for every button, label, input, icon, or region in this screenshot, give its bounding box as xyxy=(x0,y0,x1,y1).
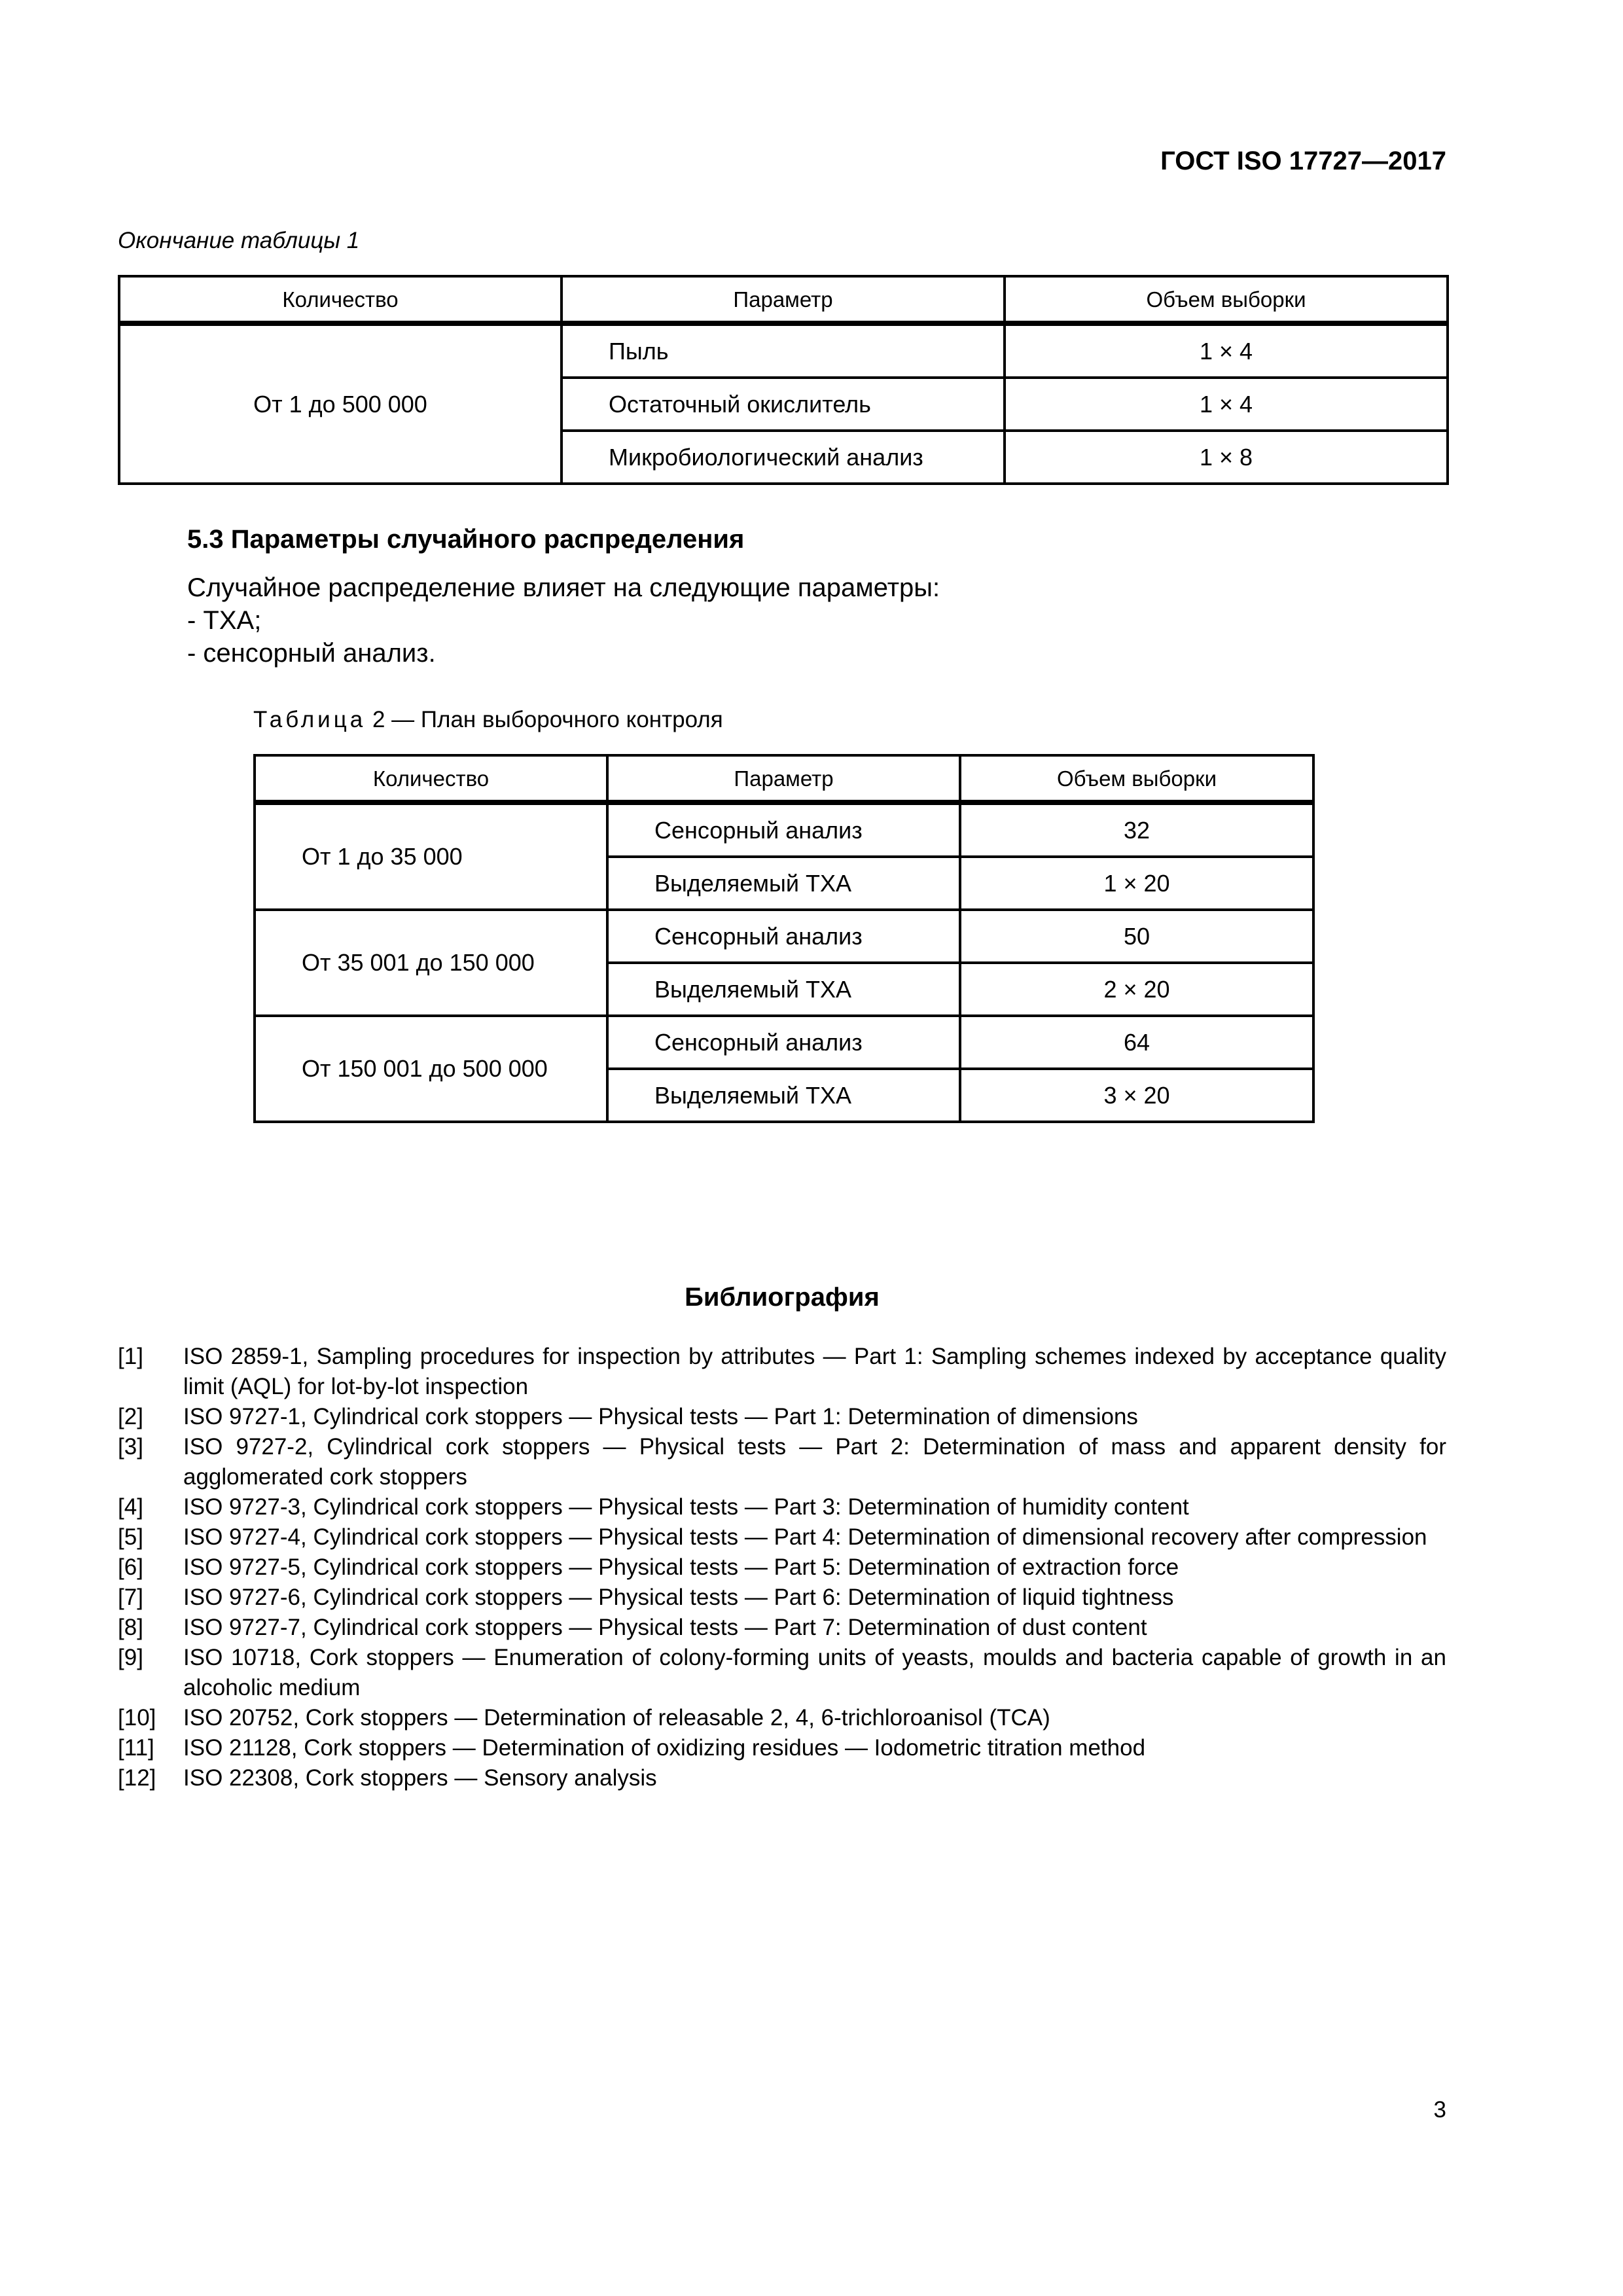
table2-sample-cell: 50 xyxy=(960,910,1313,963)
bibliography-entry-text: ISO 22308, Cork stoppers — Sensory analysis xyxy=(183,1765,657,1791)
table2-quantity-cell: От 1 до 35 000 xyxy=(255,802,607,910)
bibliography-entry-number: [1] xyxy=(118,1344,143,1369)
table2-sample-cell: 2 × 20 xyxy=(960,963,1313,1016)
document-code: ГОСТ ISO 17727—2017 xyxy=(1160,147,1446,175)
table2 xyxy=(253,754,1315,1123)
bibliography-entry-text: ISO 21128, Cork stoppers — Determination of oxidizing residues — Iodometric titration method xyxy=(183,1735,1146,1761)
table2-caption xyxy=(253,708,723,731)
section-list-item: - сенсорный анализ. xyxy=(187,639,436,668)
bibliography-entry-text: ISO 9727-3, Cylindrical cork stoppers — Physical tests — Part 3: Determination of humidity content xyxy=(183,1494,1189,1520)
table2-caption-text: 2 — План выборочного контроля xyxy=(366,707,723,732)
bibliography-entry xyxy=(118,1342,1446,1402)
bibliography-entry-number: [4] xyxy=(118,1494,143,1520)
section-list-item: - ТХА; xyxy=(187,606,262,635)
table1-quantity-cell: От 1 до 500 000 xyxy=(119,323,562,484)
table1-param-cell: Пыль xyxy=(562,323,1005,378)
table2-quantity-cell: От 35 001 до 150 000 xyxy=(255,910,607,1016)
page-number: 3 xyxy=(1433,2097,1446,2123)
table2-sample-cell: 3 × 20 xyxy=(960,1069,1313,1122)
table2-quantity-cell: От 150 001 до 500 000 xyxy=(255,1016,607,1122)
table2-param-cell: Сенсорный анализ xyxy=(607,802,960,857)
bibliography-entry xyxy=(118,1432,1446,1492)
table2-param-cell: Сенсорный анализ xyxy=(607,910,960,963)
table2-param-cell: Выделяемый ТХА xyxy=(607,857,960,910)
bibliography-entry xyxy=(118,1763,1446,1793)
table2-caption-label: Таблица xyxy=(253,707,366,732)
bibliography-entry xyxy=(118,1583,1446,1613)
table2-header-sample-size: Объем выборки xyxy=(960,755,1313,802)
table2-sample-cell: 32 xyxy=(960,802,1313,857)
table1-caption: Окончание таблицы 1 xyxy=(118,228,360,253)
bibliography-entry xyxy=(118,1402,1446,1432)
bibliography-entry-number: [7] xyxy=(118,1585,143,1610)
bibliography-entry-number: [8] xyxy=(118,1615,143,1640)
bibliography-entry-number: [12] xyxy=(118,1765,156,1791)
bibliography-entry-number: [3] xyxy=(118,1434,143,1460)
bibliography-entry xyxy=(118,1613,1446,1643)
bibliography-entry-number: [2] xyxy=(118,1404,143,1429)
table2-param-cell: Выделяемый ТХА xyxy=(607,963,960,1016)
bibliography-entry xyxy=(118,1733,1446,1763)
bibliography-entry-text: ISO 9727-4, Cylindrical cork stoppers — Physical tests — Part 4: Determination of dimensional recovery after compression xyxy=(183,1524,1427,1550)
table1-param-cell: Микробиологический анализ xyxy=(562,431,1005,484)
table2-header-parameter: Параметр xyxy=(607,755,960,802)
bibliography-entry-text: ISO 9727-5, Cylindrical cork stoppers — Physical tests — Part 5: Determination of extraction force xyxy=(183,1554,1179,1580)
table1-header-quantity: Количество xyxy=(119,276,562,323)
bibliography-entry-text: ISO 2859-1, Sampling procedures for inspection by attributes — Part 1: Sampling schemes indexed by acceptance quality limit (AQL) for lot-by-lot inspection xyxy=(183,1344,1446,1399)
bibliography-entry-number: [10] xyxy=(118,1705,156,1731)
bibliography-entry-text: ISO 9727-1, Cylindrical cork stoppers — Physical tests — Part 1: Determination of dimensions xyxy=(183,1404,1138,1429)
bibliography-entry-number: [11] xyxy=(118,1735,154,1761)
section-title: 5.3 Параметры случайного распределения xyxy=(187,525,745,554)
table2-sample-cell: 1 × 20 xyxy=(960,857,1313,910)
table1-sample-cell: 1 × 4 xyxy=(1005,378,1448,431)
table1-param-cell: Остаточный окислитель xyxy=(562,378,1005,431)
table2-param-cell: Сенсорный анализ xyxy=(607,1016,960,1069)
bibliography-title: Библиография xyxy=(685,1283,880,1312)
bibliography-entry-text: ISO 20752, Cork stoppers — Determination of releasable 2, 4, 6-trichloroanisol (TCA) xyxy=(183,1705,1050,1731)
table2-sample-cell: 64 xyxy=(960,1016,1313,1069)
table1 xyxy=(118,275,1449,485)
bibliography-entry-number: [6] xyxy=(118,1554,143,1580)
bibliography-entry-text: ISO 9727-7, Cylindrical cork stoppers — Physical tests — Part 7: Determination of dust content xyxy=(183,1615,1147,1640)
bibliography-entry-number: [9] xyxy=(118,1645,143,1670)
bibliography-entry xyxy=(118,1522,1446,1552)
bibliography-entry-text: ISO 9727-6, Cylindrical cork stoppers — Physical tests — Part 6: Determination of liquid tightness xyxy=(183,1585,1174,1610)
section-intro: Случайное распределение влияет на следующие параметры: xyxy=(187,573,940,602)
bibliography-entry xyxy=(118,1703,1446,1733)
bibliography-list xyxy=(118,1342,1446,1793)
table2-header-quantity: Количество xyxy=(255,755,607,802)
bibliography-entry xyxy=(118,1492,1446,1522)
table1-sample-cell: 1 × 4 xyxy=(1005,323,1448,378)
bibliography-entry xyxy=(118,1552,1446,1583)
bibliography-entry xyxy=(118,1643,1446,1703)
table1-header-parameter: Параметр xyxy=(562,276,1005,323)
table1-header-sample-size: Объем выборки xyxy=(1005,276,1448,323)
bibliography-entry-number: [5] xyxy=(118,1524,143,1550)
table2-param-cell: Выделяемый ТХА xyxy=(607,1069,960,1122)
bibliography-entry-text: ISO 9727-2, Cylindrical cork stoppers — Physical tests — Part 2: Determination of mass and apparent density for agglomerated cork stoppers xyxy=(183,1434,1446,1490)
table1-sample-cell: 1 × 8 xyxy=(1005,431,1448,484)
bibliography-entry-text: ISO 10718, Cork stoppers — Enumeration of colony-forming units of yeasts, moulds and bacteria capable of growth in an alcoholic medium xyxy=(183,1645,1446,1700)
